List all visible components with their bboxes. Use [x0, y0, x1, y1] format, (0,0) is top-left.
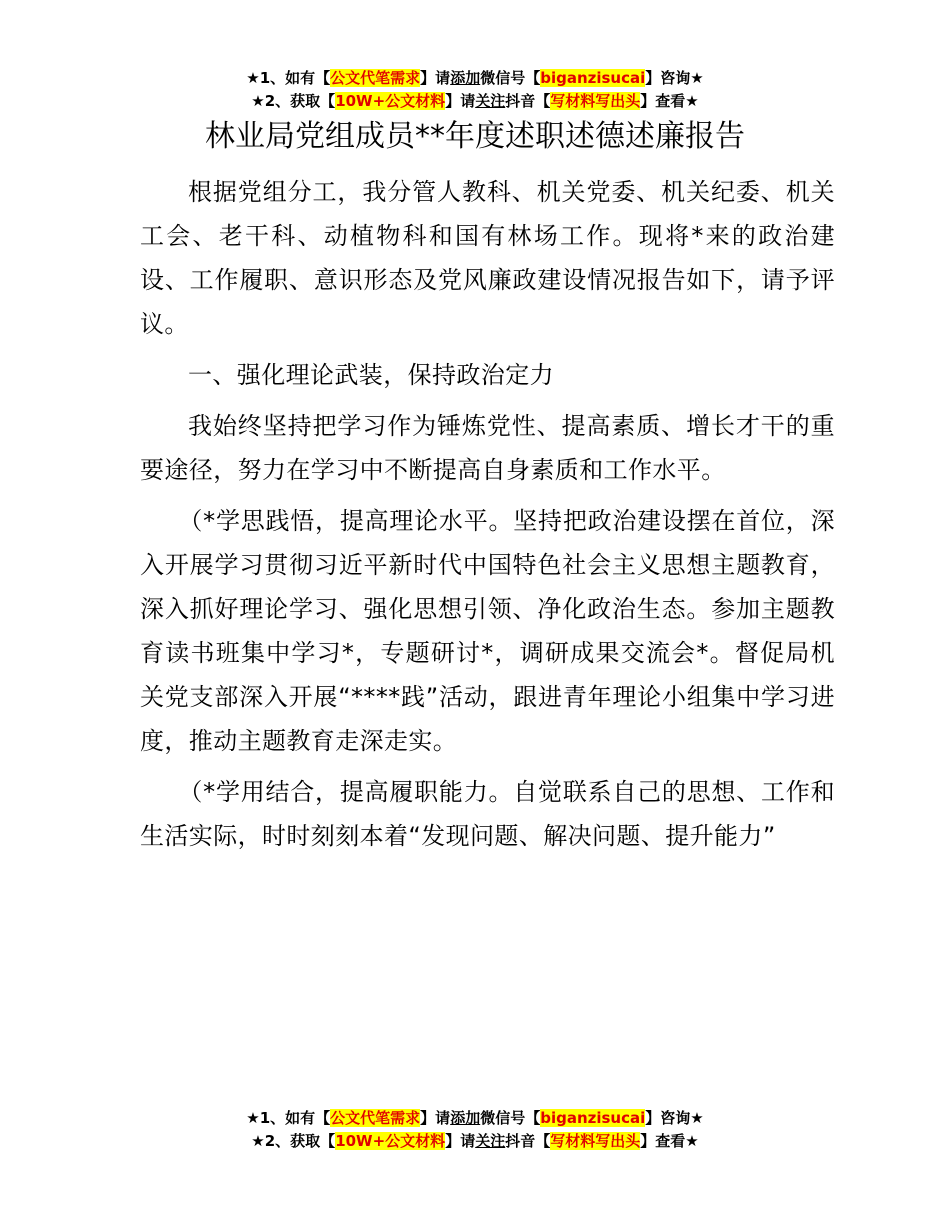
- promo-line-2: ★2、获取【10W+公文材料】请关注抖音【写材料写出头】查看★: [251, 92, 699, 110]
- promo-highlight-service: 公文代笔需求: [330, 69, 421, 87]
- footer-highlight-douyin: 写材料写出头: [550, 1132, 641, 1150]
- document-title: 林业局党组成员**年度述职述德述廉报告: [205, 119, 745, 154]
- promo-line-1: ★1、如有【公文代笔需求】请添加微信号【biganzisucai】咨询★: [246, 69, 704, 87]
- paragraph-intro: 根据党组分工，我分管人教科、机关党委、机关纪委、机关工会、老干科、动植物科和国有林场工作。现将*来的政治建设、工作履职、意识形态及党风廉政建设情况报告如下，请予评议。: [140, 178, 835, 338]
- footer-promo-line-1: ★1、如有【公文代笔需求】请添加微信号【biganzisucai】咨询★: [246, 1109, 704, 1127]
- promo-highlight-wechat-id: biganzisucai: [540, 69, 646, 87]
- document-body: [140, 170, 835, 865]
- paragraph-theory: （*学思践悟，提高理论水平。坚持把政治建设摆在首位，深入开展学习贯彻习近平新时代中国特色社会主义思想主题教育，深入抓好理论学习、强化思想引领、净化政治生态。参加主题教育读书班集中学习*，专题研讨*，调研成果交流会*。督促局机关党支部深入开展“****践”活动，跟进青年理论小组集中学习进度，推动主题教育走深走实。: [140, 507, 835, 755]
- footer-promo-line-2: ★2、获取【10W+公文材料】请关注抖音【写材料写出头】查看★: [251, 1132, 699, 1150]
- header-promo-banner: [0, 67, 950, 113]
- footer-promo-banner: [0, 1107, 950, 1153]
- footer-highlight-materials: 10W+公文材料: [335, 1132, 446, 1150]
- footer-highlight-service: 公文代笔需求: [330, 1109, 421, 1127]
- footer-highlight-wechat-id: biganzisucai: [540, 1109, 646, 1127]
- paragraph-practice: （*学用结合，提高履职能力。自觉联系自己的思想、工作和生活实际，时时刻刻本着“发现问题、解决问题、提升能力”: [140, 778, 835, 850]
- section-heading-1: 一、强化理论武装，保持政治定力: [188, 361, 554, 389]
- promo-highlight-materials: 10W+公文材料: [335, 92, 446, 110]
- paragraph-study: 我始终坚持把学习作为锤炼党性、提高素质、增长才干的重要途径，努力在学习中不断提高自身素质和工作水平。: [140, 412, 835, 484]
- promo-highlight-douyin: 写材料写出头: [550, 92, 641, 110]
